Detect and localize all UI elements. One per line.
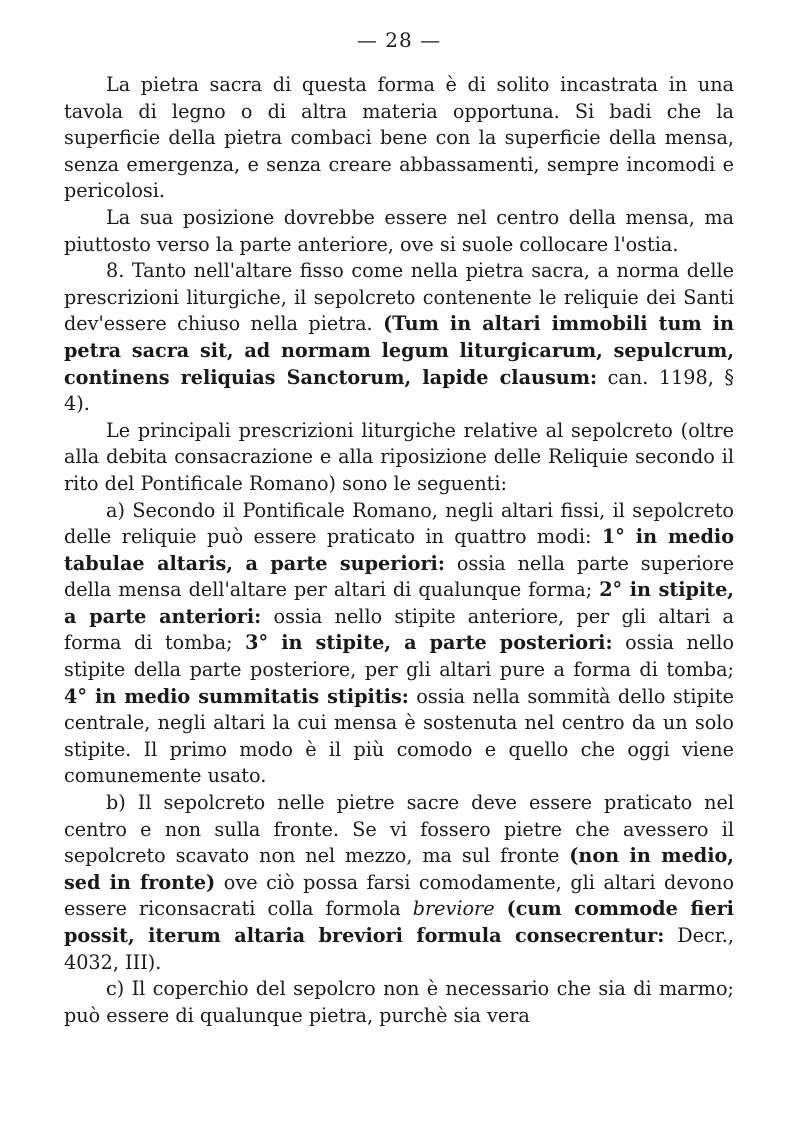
- emphasized-word: breviore: [412, 897, 495, 921]
- latin-quotation: (Tum in altari immobili tum in petra sacra sit, ad normam legum liturgicarum, sepulcrum, continens reliquias Sanctorum, lapide clausum:: [64, 312, 734, 389]
- paragraph-text: a) Secondo il Pontificale Romano, negli altari fissi, il sepolcreto delle reliquie può essere praticato in quattro modi:: [64, 498, 734, 549]
- paragraph-sepulcher-rule: [64, 258, 734, 418]
- paragraph-text: ossia nello stipite anteriore, per gli altari a forma di tomba;: [64, 604, 734, 655]
- latin-term: 1° in medio tabulae altaris, a parte superiori:: [64, 525, 735, 575]
- book-page: [64, 26, 734, 1029]
- paragraph-text: ossia nella sommità dello stipite centrale, negli altari la cui mensa è sostenuta nel centro da un solo stipite. Il primo modo è il più comodo e quello che oggi viene comunemente usato.: [64, 684, 734, 788]
- decree-reference: Decr., 4032, III).: [64, 924, 734, 974]
- canon-reference: can. 1198, § 4).: [64, 365, 734, 416]
- latin-term: (non in medio, sed in fronte): [64, 844, 734, 894]
- latin-term: 4° in medio summitatis stipitis:: [64, 684, 409, 708]
- paragraph-item-b: [64, 790, 734, 976]
- paragraph-item-a: [64, 498, 734, 791]
- page-number: — 28 —: [356, 28, 442, 52]
- paragraph-text: 8. Tanto nell'altare fisso come nella pietra sacra, a norma delle prescrizioni liturgiche, il sepolcreto contenente le reliquie dei Santi dev'essere chiuso nella pietra.: [64, 259, 734, 336]
- paragraph-text: b) Il sepolcreto nelle pietre sacre deve essere praticato nel centro e non sulla fronte. Se vi fossero pietre che avessero il sepolcreto scavato non nel mezzo, ma sul fronte: [64, 791, 734, 868]
- paragraph-text: ossia nello stipite della parte posteriore, per gli altari pure a forma di tomba;: [64, 631, 734, 682]
- latin-quotation: (cum commode fieri possit, iterum altaria breviori formula consecrentur:: [64, 897, 734, 947]
- paragraph-stone-placement: La pietra sacra di questa forma è di solito incastrata in una tavola di legno o di altra materia opportuna. Si badi che la superficie della pietra combaci bene con la superficie della mensa, senza emergenza, e senza creare abbassamenti, sempre incomodi e pericolosi.: [64, 73, 734, 203]
- latin-term: 3° in stipite, a parte posteriori:: [245, 631, 613, 655]
- paragraph-text: [495, 897, 507, 920]
- paragraph-text: ove ciò possa farsi comodamente, gli altari devono essere riconsacrati colla formola: [64, 870, 734, 921]
- paragraph-text: ossia nella parte superiore della mensa dell'altare per altari di qualunque forma;: [64, 551, 734, 602]
- latin-term: 2° in stipite, a parte anteriori:: [64, 578, 734, 628]
- paragraph-prescriptions-intro: Le principali prescrizioni liturgiche relative al sepolcreto (oltre alla debita consacrazione e alla riposizione delle Reliquie secondo il rito del Pontificale Romano) sono le seguenti:: [64, 418, 734, 495]
- paragraph-item-c: c) Il coperchio del sepolcro non è necessario che sia di marmo; può essere di qualunque pietra, purchè sia vera: [64, 977, 734, 1027]
- paragraph-stone-position: La sua posizione dovrebbe essere nel centro della mensa, ma piuttosto verso la parte anteriore, ove si suole collocare l'ostia.: [64, 205, 734, 256]
